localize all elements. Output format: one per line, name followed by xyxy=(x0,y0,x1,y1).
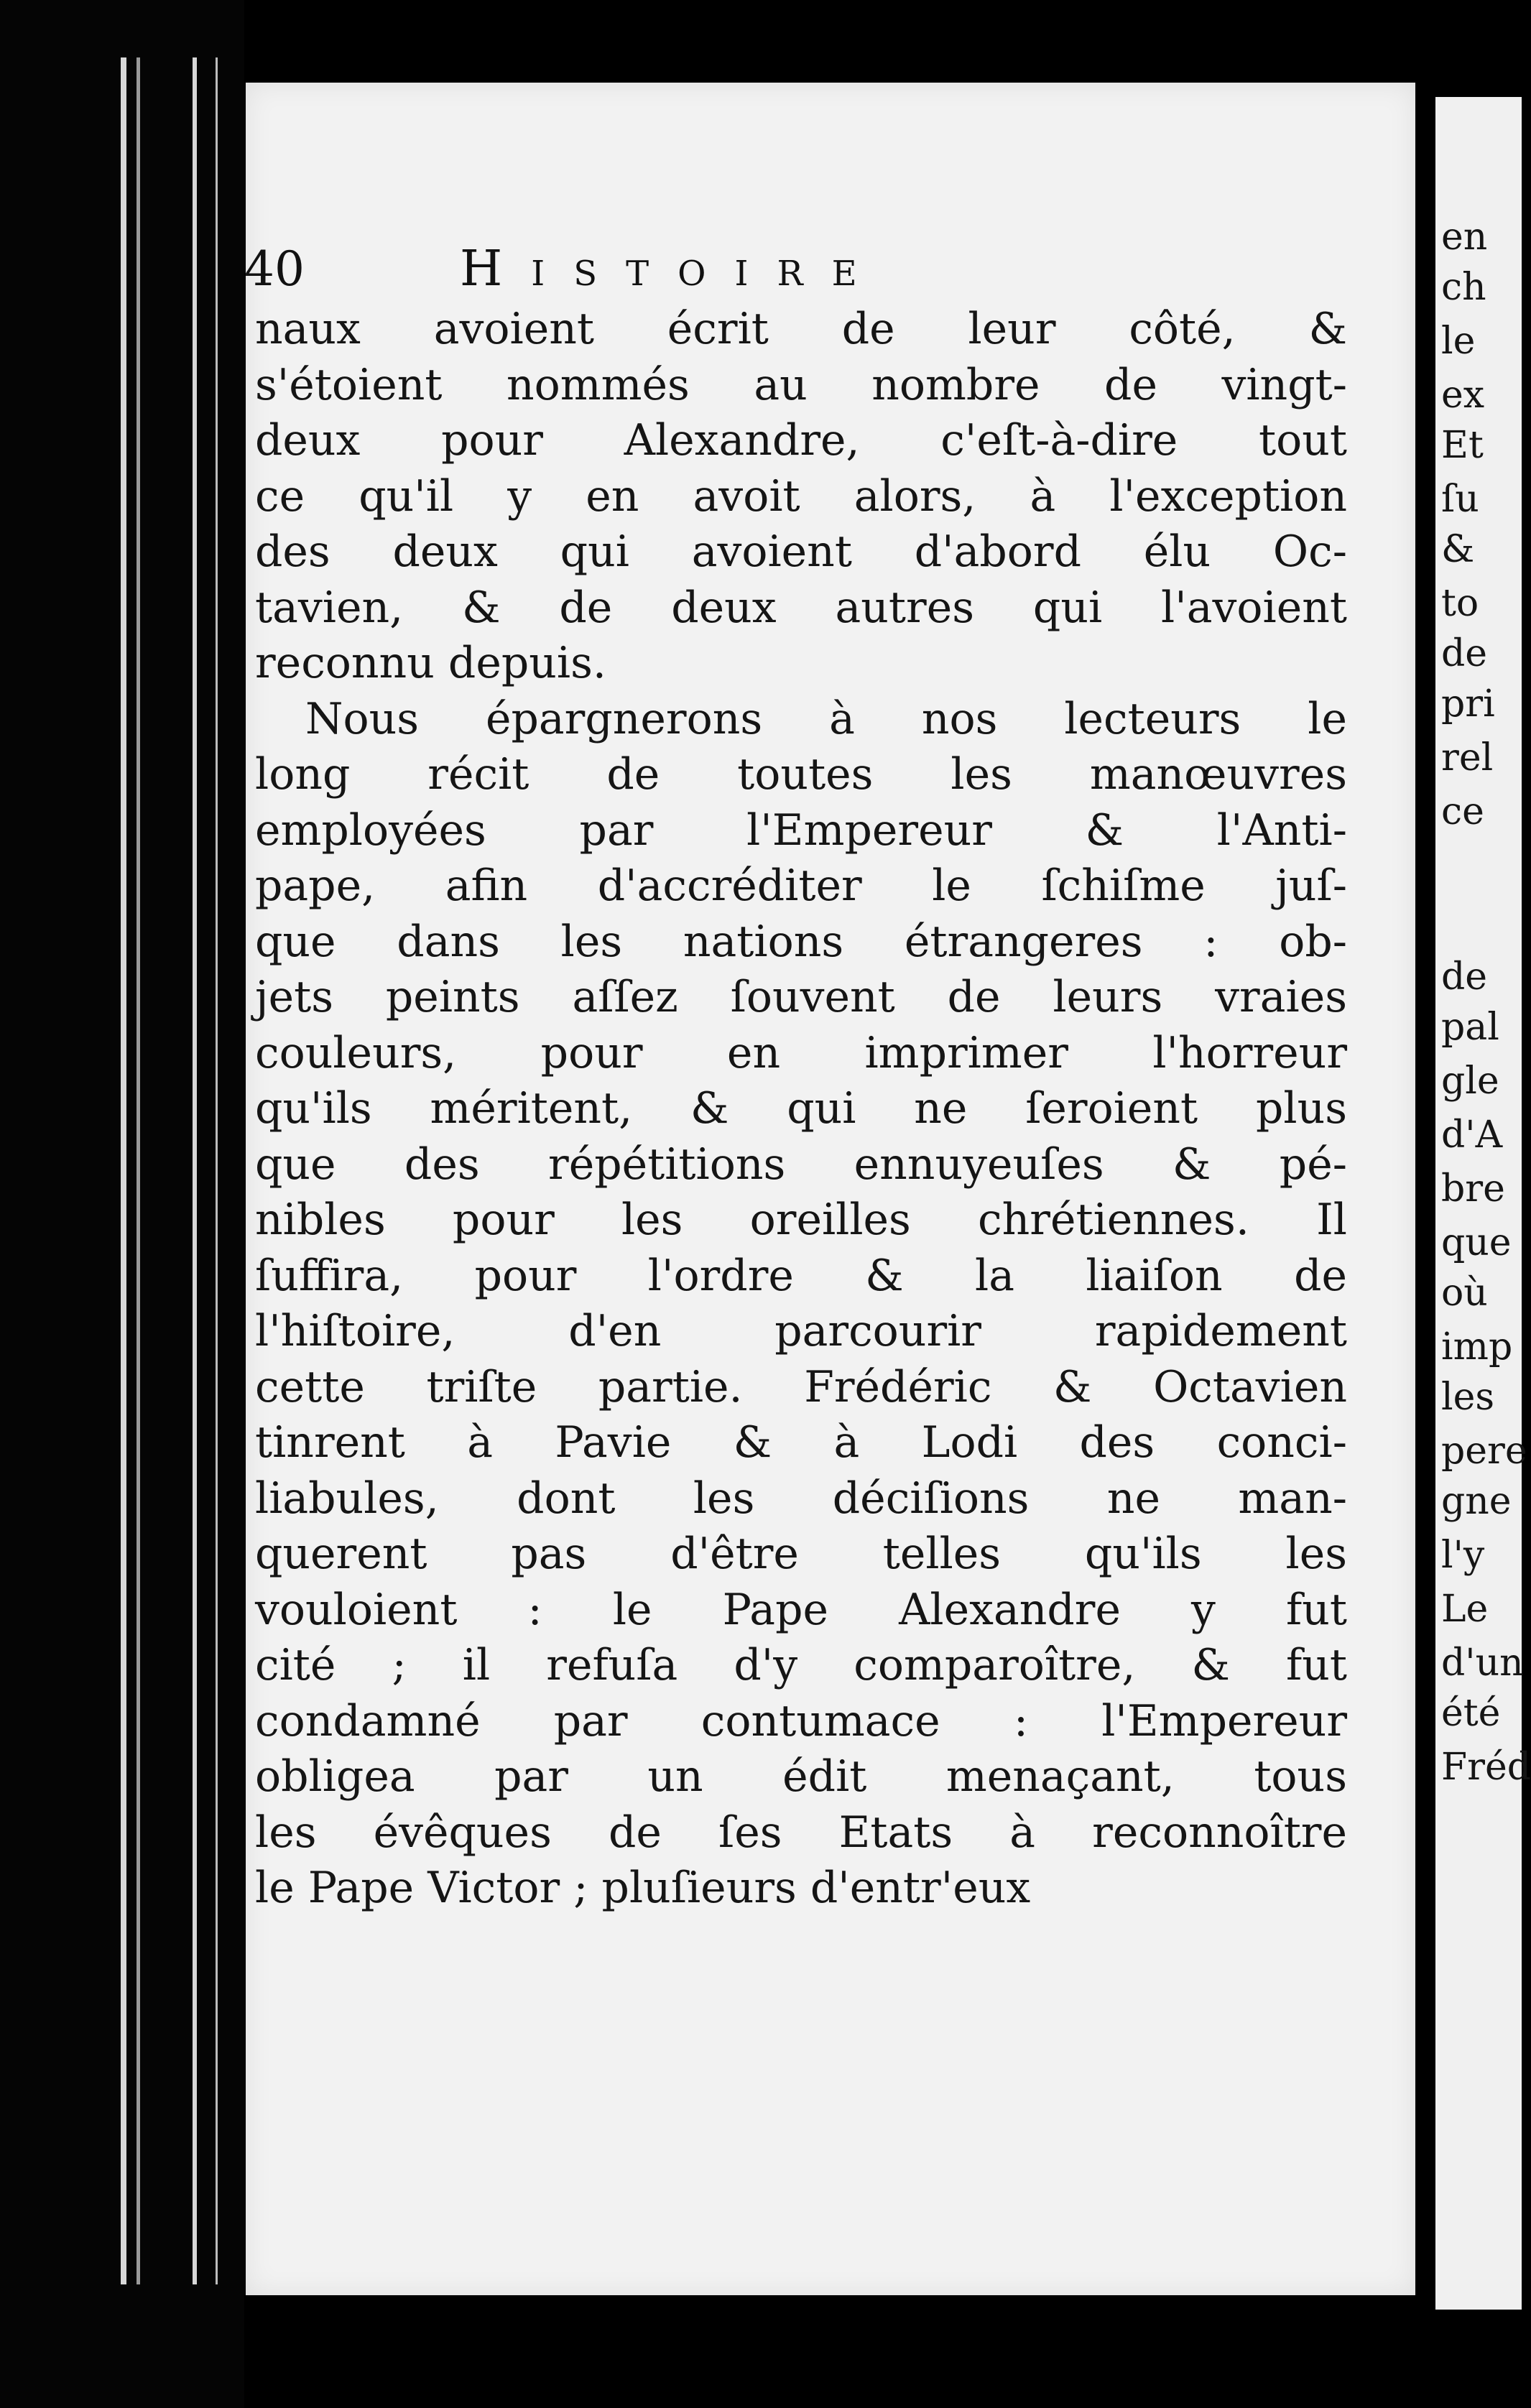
text-line: tavien, & de deux autres qui l'avoient xyxy=(255,582,1347,633)
facing-page-text: où xyxy=(1441,1272,1488,1315)
facing-page-text: que xyxy=(1441,1221,1512,1264)
facing-page-text: ſu xyxy=(1441,478,1479,521)
text-line: vouloient : le Pape Alexandre y fut xyxy=(255,1584,1347,1635)
text-line: le Pape Victor ; pluſieurs d'entr'eux xyxy=(255,1863,1031,1913)
text-line: long récit de toutes les manœuvres xyxy=(255,749,1347,800)
text-line: deux pour Alexandre, c'eſt-à-dire tout xyxy=(255,415,1347,466)
text-line: des deux qui avoient d'abord élu Oc- xyxy=(255,527,1347,577)
text-line: reconnu depuis. xyxy=(255,638,606,688)
facing-page-text: d'un xyxy=(1441,1641,1524,1685)
text-line: qu'ils méritent, & qui ne ſeroient plus xyxy=(255,1083,1347,1134)
text-line: couleurs, pour en imprimer l'horreur xyxy=(255,1027,1347,1078)
facing-page-text: imp xyxy=(1441,1325,1513,1369)
page-number: 40 xyxy=(244,241,305,297)
text-line: employées par l'Empereur & l'Anti- xyxy=(255,805,1347,856)
facing-page-text: to xyxy=(1441,582,1479,625)
text-line: ce qu'il y en avoit alors, à l'exception xyxy=(255,471,1347,522)
facing-page-text: l'y xyxy=(1441,1534,1485,1577)
facing-page-text: Fréd xyxy=(1441,1746,1531,1789)
text-line: cité ; il refuſa d'y comparoître, & fut xyxy=(255,1640,1347,1690)
facing-page-text: ce xyxy=(1441,790,1484,833)
facing-page-text: bre xyxy=(1441,1167,1505,1210)
facing-page-text: ch xyxy=(1441,266,1486,309)
text-line: que dans les nations étrangeres : ob- xyxy=(255,916,1347,967)
text-line: Nous épargnerons à nos lecteurs le xyxy=(305,693,1347,744)
running-title: Histoire xyxy=(460,241,886,297)
facing-page-text: de xyxy=(1441,955,1488,999)
text-line: liabules, dont les déciſions ne man- xyxy=(255,1473,1347,1524)
binding-line xyxy=(216,57,218,2284)
facing-page-text: les xyxy=(1441,1376,1495,1419)
body-text xyxy=(255,302,1347,1917)
facing-page-text: & xyxy=(1441,528,1475,571)
facing-page-text: pri xyxy=(1441,682,1495,726)
binding-line xyxy=(137,57,140,2284)
facing-page-text: gne xyxy=(1441,1480,1512,1523)
text-line: cette triſte partie. Frédéric & Octavien xyxy=(255,1361,1347,1412)
running-head xyxy=(244,237,1178,302)
facing-page-text: Le xyxy=(1441,1588,1489,1631)
text-line: que des répétitions ennuyeuſes & pé- xyxy=(255,1139,1347,1190)
text-line: tinrent à Pavie & à Lodi des conci- xyxy=(255,1417,1347,1468)
facing-page-text: rel xyxy=(1441,736,1494,779)
text-line: pape, afin d'accréditer le ſchiſme juſ- xyxy=(255,861,1347,911)
text-line: ſuffira, pour l'ordre & la liaiſon de xyxy=(255,1250,1347,1301)
facing-page-text: pal xyxy=(1441,1006,1499,1049)
text-line: jets peints aſſez ſouvent de leurs vraies xyxy=(255,972,1347,1022)
facing-page-text: en xyxy=(1441,216,1488,259)
text-line: les évêques de ſes Etats à reconnoître xyxy=(255,1807,1347,1858)
facing-page-fragment xyxy=(1435,97,1531,2310)
facing-page-text: pere xyxy=(1441,1430,1527,1473)
facing-page-text: le xyxy=(1441,320,1476,363)
facing-page-text: été xyxy=(1441,1692,1501,1735)
book-binding-edge xyxy=(0,0,244,2408)
facing-page-text: d'A xyxy=(1441,1113,1503,1157)
binding-line xyxy=(121,57,126,2284)
text-line: naux avoient écrit de leur côté, & xyxy=(255,304,1347,354)
text-line: condamné par contumace : l'Empereur xyxy=(255,1695,1347,1746)
text-line: querent pas d'être telles qu'ils les xyxy=(255,1529,1347,1579)
facing-page-text: gle xyxy=(1441,1060,1499,1103)
facing-page-text: Et xyxy=(1441,424,1484,467)
facing-page-text: de xyxy=(1441,632,1488,675)
text-line: obligea par un édit menaçant, tous xyxy=(255,1751,1347,1802)
facing-page-text: ex xyxy=(1441,374,1485,417)
text-line: nibles pour les oreilles chrétiennes. Il xyxy=(255,1195,1347,1245)
text-line: l'hiſtoire, d'en parcourir rapidement xyxy=(255,1306,1347,1356)
text-line: s'étoient nommés au nombre de vingt- xyxy=(255,359,1347,410)
binding-line xyxy=(193,57,197,2284)
